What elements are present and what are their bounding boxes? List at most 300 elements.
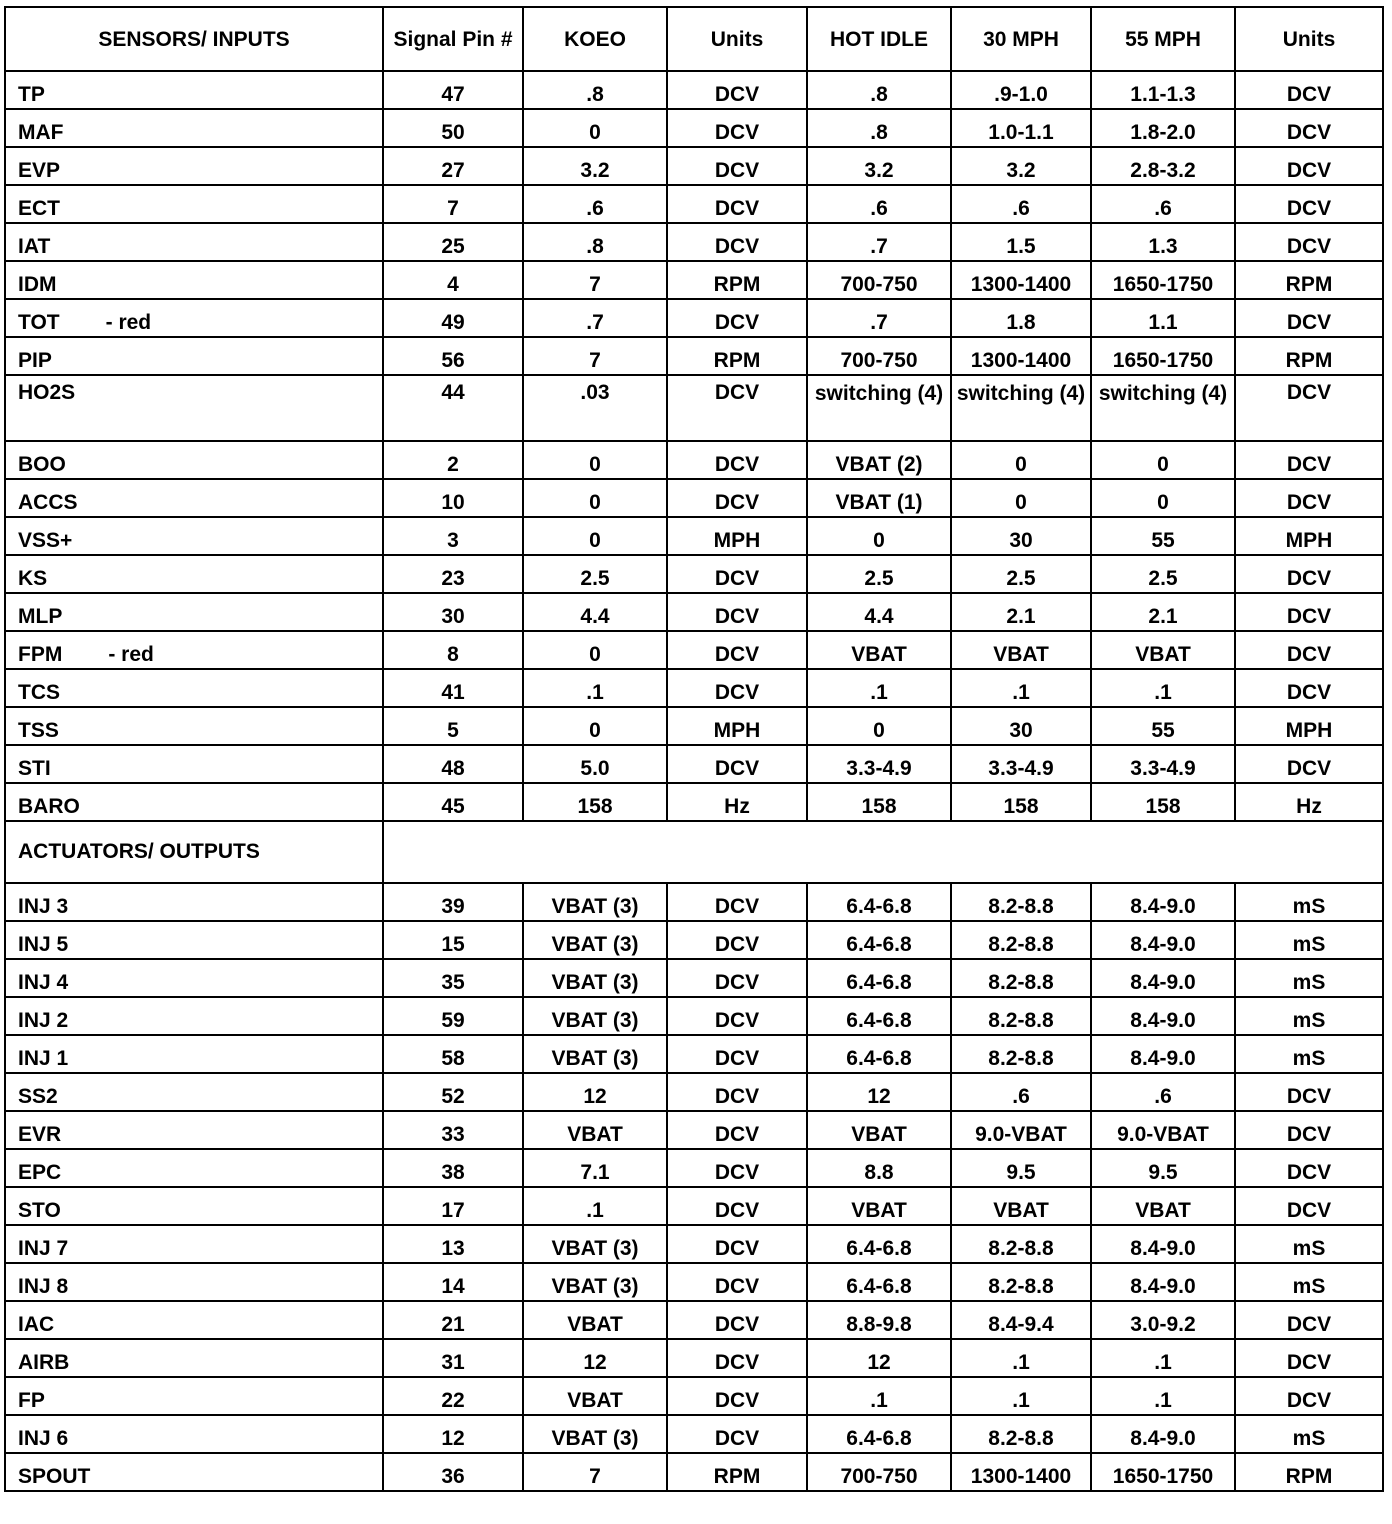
mph30-cell: 8.4-9.4 [951,1301,1091,1339]
mph30-cell: .1 [951,669,1091,707]
mph30-cell: 9.0-VBAT [951,1111,1091,1149]
hot-idle-cell: 700-750 [807,1453,951,1491]
row-label-cell [5,109,383,147]
signal-pin-cell: 3 [383,517,523,555]
row-label-cell [5,1415,383,1453]
units-cell: DCV [667,745,807,783]
units2-cell: mS [1235,1415,1383,1453]
signal-pin-cell: 38 [383,1149,523,1187]
signal-pin-cell: 39 [383,883,523,921]
koeo-cell: VBAT (3) [523,1415,667,1453]
mph55-cell: 1650-1750 [1091,337,1235,375]
hot-idle-cell: 700-750 [807,261,951,299]
signal-pin-cell: 10 [383,479,523,517]
koeo-cell: VBAT (3) [523,921,667,959]
koeo-cell: 0 [523,479,667,517]
hot-idle-cell: VBAT [807,1187,951,1225]
row-label: STO [18,1199,61,1222]
koeo-cell: 0 [523,109,667,147]
mph55-cell: .1 [1091,1339,1235,1377]
row-label-cell [5,959,383,997]
units-cell: MPH [667,517,807,555]
mph30-cell: 8.2-8.8 [951,1225,1091,1263]
mph55-cell: 1.1 [1091,299,1235,337]
row-label-cell [5,883,383,921]
row-label: ACCS [18,491,78,514]
units-cell: DCV [667,185,807,223]
table-row [5,337,1383,375]
signal-pin-cell: 45 [383,783,523,821]
row-label: INJ 8 [18,1275,69,1298]
hot-idle-cell: 4.4 [807,593,951,631]
units2-cell: DCV [1235,185,1383,223]
table-row [5,1111,1383,1149]
mph30-cell: .1 [951,1377,1091,1415]
row-label: TSS [18,719,59,742]
signal-pin-cell: 2 [383,441,523,479]
table-row [5,555,1383,593]
mph30-cell: 8.2-8.8 [951,1263,1091,1301]
hot-idle-cell: 2.5 [807,555,951,593]
signal-pin-cell: 27 [383,147,523,185]
signal-pin-cell: 7 [383,185,523,223]
signal-pin-cell: 30 [383,593,523,631]
units2-cell: DCV [1235,1339,1383,1377]
table-row [5,147,1383,185]
hot-idle-cell: 158 [807,783,951,821]
table-body [5,71,1383,1491]
row-label-cell [5,479,383,517]
row-label: IAT [18,235,51,258]
row-label-cell [5,783,383,821]
units-cell: DCV [667,555,807,593]
pinout-values-table [4,6,1384,1492]
koeo-cell: 3.2 [523,147,667,185]
hot-idle-cell: 700-750 [807,337,951,375]
units2-cell: DCV [1235,375,1383,441]
table-row [5,959,1383,997]
units-cell: MPH [667,707,807,745]
mph30-cell: 8.2-8.8 [951,997,1091,1035]
units-cell: DCV [667,1263,807,1301]
mph30-cell: 8.2-8.8 [951,921,1091,959]
mph55-cell: .1 [1091,1377,1235,1415]
mph55-cell: 2.1 [1091,593,1235,631]
units2-cell: DCV [1235,745,1383,783]
mph55-cell: 2.8-3.2 [1091,147,1235,185]
koeo-cell: 7.1 [523,1149,667,1187]
mph55-cell: 8.4-9.0 [1091,997,1235,1035]
row-label: BOO [18,453,66,476]
hot-idle-cell: .8 [807,109,951,147]
table-row [5,517,1383,555]
row-label-suffix: - red [108,643,154,666]
mph30-cell: 9.5 [951,1149,1091,1187]
row-label-cell [5,185,383,223]
mph30-cell: switching (4) [951,375,1091,441]
hot-idle-cell: 12 [807,1339,951,1377]
koeo-cell: .7 [523,299,667,337]
koeo-cell: 7 [523,337,667,375]
koeo-cell: 12 [523,1073,667,1111]
hot-idle-cell: 6.4-6.8 [807,997,951,1035]
signal-pin-cell: 52 [383,1073,523,1111]
units2-cell: DCV [1235,593,1383,631]
units2-cell: DCV [1235,147,1383,185]
mph30-cell: 3.3-4.9 [951,745,1091,783]
hot-idle-cell: 12 [807,1073,951,1111]
row-label-cell [5,1187,383,1225]
row-label: HO2S [18,381,76,404]
units-cell: DCV [667,1415,807,1453]
units-cell: DCV [667,375,807,441]
mph55-cell: VBAT [1091,1187,1235,1225]
koeo-cell: VBAT [523,1111,667,1149]
units-cell: DCV [667,1377,807,1415]
table-row [5,707,1383,745]
table-row [5,223,1383,261]
koeo-cell: 0 [523,517,667,555]
row-label: INJ 7 [18,1237,69,1260]
row-label: TCS [18,681,60,704]
table-row [5,745,1383,783]
koeo-cell: 0 [523,441,667,479]
mph55-cell: 1.8-2.0 [1091,109,1235,147]
mph30-cell: 0 [951,441,1091,479]
row-label-cell [5,299,383,337]
mph55-cell: 8.4-9.0 [1091,921,1235,959]
units2-cell: DCV [1235,1149,1383,1187]
row-label-cell [5,1073,383,1111]
hot-idle-cell: VBAT (1) [807,479,951,517]
row-label: EPC [18,1161,62,1184]
hot-idle-cell: 6.4-6.8 [807,883,951,921]
row-label-cell [5,593,383,631]
koeo-cell: .1 [523,669,667,707]
row-label-suffix: - red [105,311,152,334]
hot-idle-cell: VBAT [807,631,951,669]
hot-idle-cell: 8.8 [807,1149,951,1187]
units-cell: DCV [667,883,807,921]
koeo-cell: VBAT (3) [523,1035,667,1073]
units2-cell: mS [1235,959,1383,997]
row-label: STI [18,757,51,780]
koeo-cell: 158 [523,783,667,821]
header-signal-pin: Signal Pin # [383,7,523,71]
signal-pin-cell: 48 [383,745,523,783]
mph55-cell: 8.4-9.0 [1091,1263,1235,1301]
row-label: EVR [18,1123,62,1146]
units-cell: DCV [667,1301,807,1339]
row-label-cell [5,1453,383,1491]
row-label: PIP [18,349,52,372]
header-koeo: KOEO [523,7,667,71]
mph55-cell: 8.4-9.0 [1091,1035,1235,1073]
mph30-cell: 8.2-8.8 [951,959,1091,997]
signal-pin-cell: 22 [383,1377,523,1415]
row-label: TP [18,83,45,106]
mph55-cell: 8.4-9.0 [1091,959,1235,997]
row-label-cell [5,921,383,959]
mph55-cell: switching (4) [1091,375,1235,441]
header-sensors-inputs: SENSORS/ INPUTS [5,7,383,71]
table-row [5,1301,1383,1339]
signal-pin-cell: 21 [383,1301,523,1339]
row-label-cell [5,261,383,299]
units2-cell: RPM [1235,337,1383,375]
units2-cell: DCV [1235,1073,1383,1111]
row-label-cell [5,997,383,1035]
signal-pin-cell: 31 [383,1339,523,1377]
table-row [5,185,1383,223]
units2-cell: DCV [1235,71,1383,109]
mph30-cell: 8.2-8.8 [951,1035,1091,1073]
units2-cell: DCV [1235,669,1383,707]
table-row [5,1225,1383,1263]
row-label: MAF [18,121,64,144]
mph55-cell: 55 [1091,517,1235,555]
actuators-outputs-heading: ACTUATORS/ OUTPUTS [5,821,383,883]
units-cell: Hz [667,783,807,821]
row-label-cell [5,1149,383,1187]
units2-cell: DCV [1235,631,1383,669]
row-label-cell [5,631,383,669]
mph30-cell: 1300-1400 [951,261,1091,299]
mph55-cell: .1 [1091,669,1235,707]
row-label-cell [5,707,383,745]
koeo-cell: VBAT [523,1301,667,1339]
units2-cell: mS [1235,1225,1383,1263]
table-row [5,1263,1383,1301]
units2-cell: DCV [1235,1377,1383,1415]
row-label: KS [18,567,48,590]
mph30-cell: .9-1.0 [951,71,1091,109]
mph30-cell: 1.5 [951,223,1091,261]
units-cell: DCV [667,1111,807,1149]
hot-idle-cell: .1 [807,669,951,707]
row-label: IDM [18,273,57,296]
mph55-cell: 9.5 [1091,1149,1235,1187]
koeo-cell: 7 [523,261,667,299]
hot-idle-cell: 3.3-4.9 [807,745,951,783]
table-row [5,1415,1383,1453]
row-label-cell [5,745,383,783]
units2-cell: DCV [1235,441,1383,479]
units2-cell: mS [1235,1263,1383,1301]
table-row [5,1149,1383,1187]
hot-idle-cell: 6.4-6.8 [807,1415,951,1453]
row-label: INJ 4 [18,971,69,994]
hot-idle-cell: .7 [807,223,951,261]
table-row [5,71,1383,109]
koeo-cell: .8 [523,223,667,261]
mph55-cell: VBAT [1091,631,1235,669]
row-label: EVP [18,159,61,182]
header-units-2: Units [1235,7,1383,71]
row-label-cell [5,1263,383,1301]
table-row [5,1339,1383,1377]
hot-idle-cell: .1 [807,1377,951,1415]
units2-cell: MPH [1235,707,1383,745]
units-cell: DCV [667,959,807,997]
units-cell: DCV [667,1149,807,1187]
mph55-cell: 1650-1750 [1091,261,1235,299]
hot-idle-cell: 8.8-9.8 [807,1301,951,1339]
row-label-cell [5,669,383,707]
hot-idle-cell: 3.2 [807,147,951,185]
table-row [5,1377,1383,1415]
mph30-cell: 1300-1400 [951,1453,1091,1491]
table-row [5,479,1383,517]
signal-pin-cell: 12 [383,1415,523,1453]
mph30-cell: .6 [951,185,1091,223]
row-label: VSS+ [18,529,73,552]
row-label: FPM [18,643,63,666]
signal-pin-cell: 47 [383,71,523,109]
mph30-cell: 2.5 [951,555,1091,593]
mph30-cell: VBAT [951,1187,1091,1225]
mph30-cell: 1.8 [951,299,1091,337]
mph55-cell: 3.3-4.9 [1091,745,1235,783]
section-blank-cell [383,821,1383,883]
mph55-cell: 9.0-VBAT [1091,1111,1235,1149]
table-row [5,1035,1383,1073]
hot-idle-cell: 6.4-6.8 [807,1225,951,1263]
mph30-cell: VBAT [951,631,1091,669]
row-label: INJ 6 [18,1427,69,1450]
row-label-cell [5,1339,383,1377]
signal-pin-cell: 50 [383,109,523,147]
units2-cell: DCV [1235,555,1383,593]
mph55-cell: 0 [1091,479,1235,517]
koeo-cell: VBAT (3) [523,997,667,1035]
mph55-cell: 55 [1091,707,1235,745]
row-label: SS2 [18,1085,58,1108]
mph30-cell: 30 [951,707,1091,745]
signal-pin-cell: 58 [383,1035,523,1073]
signal-pin-cell: 15 [383,921,523,959]
table-row [5,593,1383,631]
units-cell: DCV [667,441,807,479]
units2-cell: DCV [1235,479,1383,517]
hot-idle-cell: .6 [807,185,951,223]
units-cell: DCV [667,1187,807,1225]
mph30-cell: 1.0-1.1 [951,109,1091,147]
header-row [5,7,1383,71]
units2-cell: mS [1235,921,1383,959]
signal-pin-cell: 13 [383,1225,523,1263]
mph30-cell: 30 [951,517,1091,555]
mph30-cell: 8.2-8.8 [951,883,1091,921]
koeo-cell: .1 [523,1187,667,1225]
header-30-mph: 30 MPH [951,7,1091,71]
table-row [5,1073,1383,1111]
row-label-cell [5,223,383,261]
units-cell: DCV [667,299,807,337]
row-label: INJ 5 [18,933,69,956]
row-label: TOT [18,311,60,334]
row-label-cell [5,1301,383,1339]
header-hot-idle: HOT IDLE [807,7,951,71]
units2-cell: mS [1235,1035,1383,1073]
mph30-cell: 3.2 [951,147,1091,185]
row-label-cell [5,337,383,375]
mph55-cell: 1650-1750 [1091,1453,1235,1491]
table-row [5,783,1383,821]
units2-cell: DCV [1235,299,1383,337]
koeo-cell: 12 [523,1339,667,1377]
table-row [5,883,1383,921]
koeo-cell: 4.4 [523,593,667,631]
row-label: INJ 3 [18,895,69,918]
units-cell: DCV [667,479,807,517]
mph55-cell: 0 [1091,441,1235,479]
row-label: MLP [18,605,63,628]
koeo-cell: 0 [523,631,667,669]
header-units: Units [667,7,807,71]
mph30-cell: 1300-1400 [951,337,1091,375]
koeo-cell: .8 [523,71,667,109]
units2-cell: RPM [1235,261,1383,299]
row-label: SPOUT [18,1465,91,1488]
hot-idle-cell: 0 [807,517,951,555]
units2-cell: DCV [1235,223,1383,261]
table-row [5,375,1383,441]
signal-pin-cell: 41 [383,669,523,707]
table-row [5,441,1383,479]
units-cell: DCV [667,631,807,669]
units-cell: DCV [667,1225,807,1263]
actuators-section-row [5,821,1383,883]
units-cell: DCV [667,109,807,147]
mph55-cell: 3.0-9.2 [1091,1301,1235,1339]
mph30-cell: 2.1 [951,593,1091,631]
table-row [5,631,1383,669]
mph30-cell: 8.2-8.8 [951,1415,1091,1453]
hot-idle-cell: 6.4-6.8 [807,1263,951,1301]
signal-pin-cell: 8 [383,631,523,669]
hot-idle-cell: switching (4) [807,375,951,441]
signal-pin-cell: 5 [383,707,523,745]
signal-pin-cell: 17 [383,1187,523,1225]
units-cell: DCV [667,997,807,1035]
mph55-cell: 8.4-9.0 [1091,1225,1235,1263]
koeo-cell: .03 [523,375,667,441]
koeo-cell: 0 [523,707,667,745]
mph55-cell: 158 [1091,783,1235,821]
row-label: INJ 1 [18,1047,69,1070]
mph55-cell: 8.4-9.0 [1091,883,1235,921]
signal-pin-cell: 14 [383,1263,523,1301]
units2-cell: DCV [1235,1187,1383,1225]
mph30-cell: 158 [951,783,1091,821]
hot-idle-cell: 6.4-6.8 [807,921,951,959]
mph55-cell: 1.1-1.3 [1091,71,1235,109]
row-label-cell [5,147,383,185]
row-label-cell [5,555,383,593]
koeo-cell: 7 [523,1453,667,1491]
units2-cell: mS [1235,883,1383,921]
koeo-cell: VBAT (3) [523,1263,667,1301]
units2-cell: DCV [1235,1301,1383,1339]
mph30-cell: .6 [951,1073,1091,1111]
units-cell: DCV [667,223,807,261]
signal-pin-cell: 44 [383,375,523,441]
table-row [5,261,1383,299]
signal-pin-cell: 4 [383,261,523,299]
row-label-cell [5,1377,383,1415]
koeo-cell: 2.5 [523,555,667,593]
